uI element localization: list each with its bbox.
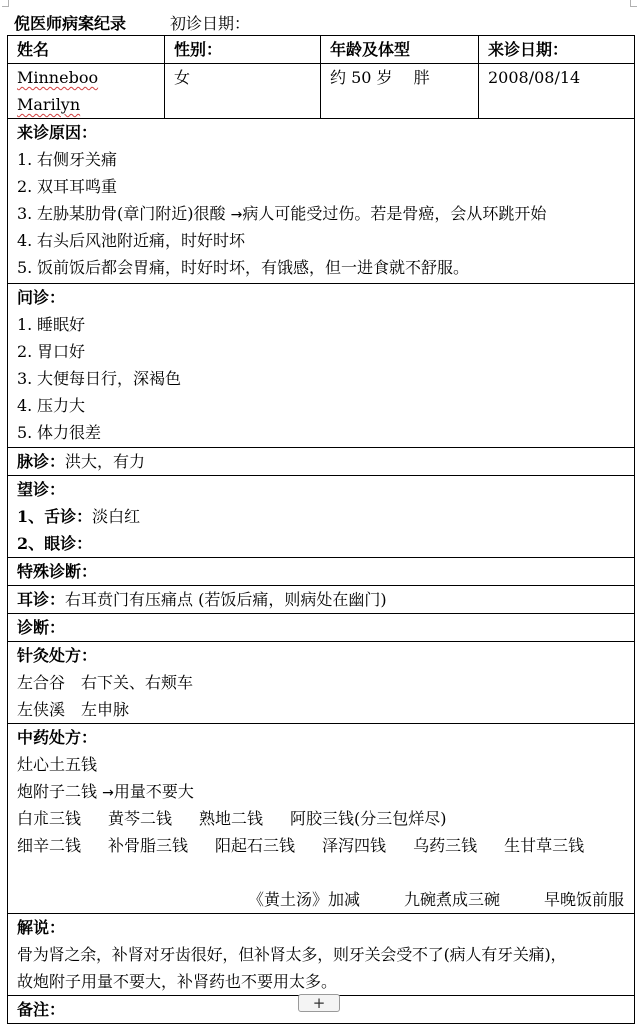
herbal-label: 中药处方： (17, 728, 98, 747)
gender-header: 性别： (165, 36, 321, 64)
page-corner-mark (630, 0, 637, 7)
tongue-label: 1、舌诊： (17, 507, 93, 526)
list-item: 5. 饭前饭后都会胃痛，时好时坏，有饿感，但一进食就不舒服。 (17, 258, 470, 277)
herb-line: 灶心土五钱 (17, 755, 98, 774)
list-item: 2. 胃口好 (17, 342, 86, 361)
observation-label: 望诊： (17, 480, 66, 499)
explanation-text: 故炮附子用量不要大，补肾药也不要用太多。 (17, 972, 338, 991)
list-item: 1. 睡眠好 (17, 315, 86, 334)
pulse-label: 脉诊： (17, 452, 66, 471)
pulse-text: 洪大，有力 (65, 452, 146, 471)
herb-item: 细辛二钱 (17, 836, 82, 855)
ear-section (8, 586, 635, 614)
herb-item: 熟地二钱 (199, 809, 264, 828)
special-label: 特殊诊断： (17, 562, 98, 581)
prescription-footer (17, 886, 634, 913)
patient-visit-date[interactable]: 2008/08/14 (479, 64, 635, 119)
name-header: 姓名 (8, 36, 165, 64)
diagnosis-section (8, 614, 635, 642)
tongue-text: 淡白红 (92, 507, 141, 526)
diagnosis-label: 诊断： (17, 618, 66, 637)
herb-item: 阿胶三钱(分三包烊尽) (290, 809, 447, 828)
remarks-label: 备注： (17, 1000, 66, 1019)
ear-text: 右耳贲门有压痛点 (若饭后痛，则病处在幽门) (65, 590, 387, 609)
patient-name-cell[interactable] (8, 64, 165, 119)
visit-date-header: 来诊日期： (479, 36, 635, 64)
herb-line: 炮附子二钱 →用量不要大 (17, 782, 194, 801)
patient-gender[interactable]: 女 (165, 64, 321, 119)
age-body-header: 年龄及体型 (321, 36, 479, 64)
reasons-label: 来诊原因： (17, 123, 98, 142)
dosing-time: 早晚饭前服 (543, 890, 624, 909)
case-record-table (7, 35, 635, 1024)
ear-label: 耳诊： (17, 590, 66, 609)
herbal-section (8, 724, 635, 914)
arrow-right-icon: → (102, 785, 114, 801)
herb-item: 阳起石三钱 (215, 836, 296, 855)
page-corner-mark (2, 0, 9, 7)
herb-item: 生甘草三钱 (504, 836, 585, 855)
explanation-text: 骨为肾之余，补肾对牙齿很好，但补肾太多，则牙关会受不了(病人有牙关痛)， (17, 945, 567, 964)
inquiry-section (8, 284, 635, 448)
patient-age-body[interactable]: 约 50 岁 胖 (321, 64, 479, 119)
herb-item: 泽泻四钱 (322, 836, 387, 855)
acupuncture-section (8, 642, 635, 724)
observation-section (8, 476, 635, 558)
herb-item: 白朮三钱 (17, 809, 82, 828)
formula-name: 《黄土汤》加减 (247, 890, 360, 909)
acupuncture-line: 左合谷 右下关、右颊车 (17, 673, 194, 692)
list-item: 4. 右头后风池附近痛，时好时坏 (17, 231, 246, 250)
special-section (8, 558, 635, 586)
first-visit-date-label: 初诊日期： (170, 13, 251, 33)
document-title: 倪医师病案纪录 (14, 13, 127, 33)
herb-line (17, 832, 634, 859)
list-item: 1. 右侧牙关痛 (17, 150, 118, 169)
reasons-section (8, 119, 635, 284)
patient-row (8, 64, 635, 119)
herb-item: 乌药三钱 (413, 836, 478, 855)
header-row (8, 36, 635, 64)
acupuncture-line: 左侠溪 左申脉 (17, 700, 130, 719)
eye-label: 2、眼诊： (17, 534, 93, 553)
acupuncture-label: 针灸处方： (17, 646, 98, 665)
add-row-button[interactable]: + (298, 994, 340, 1012)
inquiry-label: 问诊： (17, 288, 66, 307)
document-header (14, 10, 250, 34)
decoction-method: 九碗煮成三碗 (403, 890, 500, 909)
explanation-section (8, 914, 635, 996)
patient-name: Minneboo Marilyn (17, 68, 99, 114)
list-item: 2. 双耳耳鸣重 (17, 177, 118, 196)
list-item: 4. 压力大 (17, 396, 86, 415)
herb-line (17, 805, 634, 832)
explanation-label: 解说： (17, 918, 66, 937)
herb-item: 补骨脂三钱 (108, 836, 189, 855)
list-item: 3. 大便每日行，深褐色 (17, 369, 182, 388)
arrow-right-icon: → (230, 207, 243, 223)
list-item: 5. 体力很差 (17, 423, 102, 442)
list-item: 3. 左胁某肋骨(章门附近)很酸 →病人可能受过伤。若是骨癌，会从环跳开始 (17, 204, 547, 223)
pulse-section (8, 448, 635, 476)
herb-item: 黄芩二钱 (108, 809, 173, 828)
